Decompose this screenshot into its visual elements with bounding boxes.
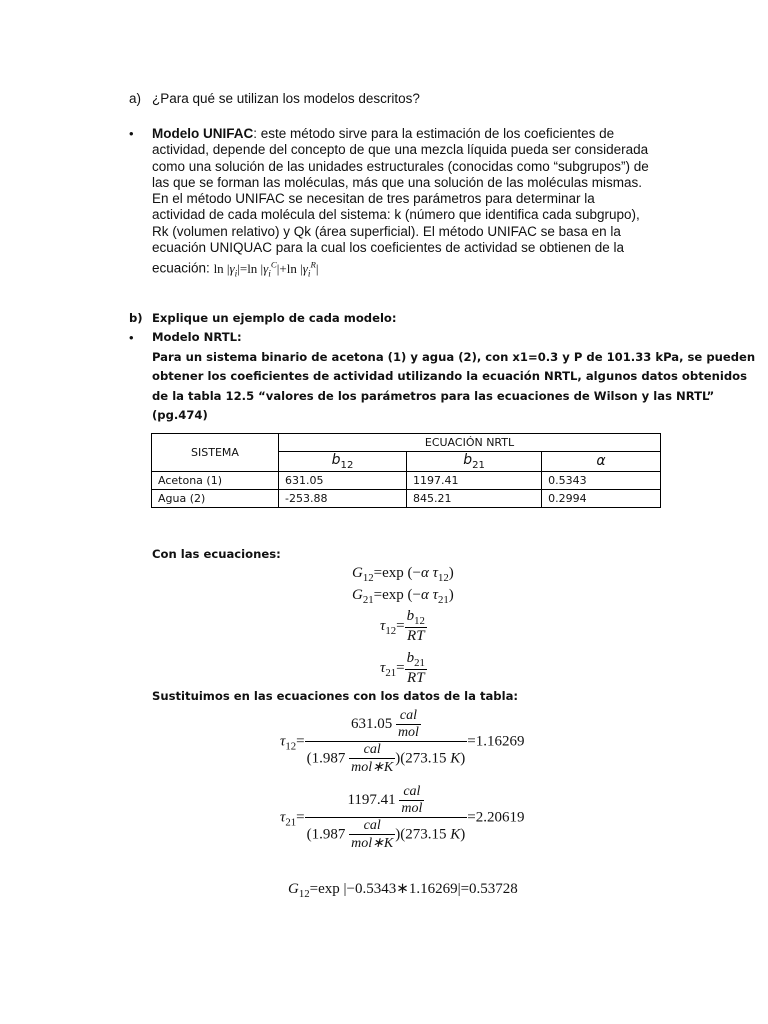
cell-alpha: 0.5343 xyxy=(542,471,661,489)
label-a: a) xyxy=(129,91,142,106)
nrtl-line-1: Para un sistema binario de acetona (1) y agua (2), con x1=0.3 y P de 101.33 kPa, se pueden xyxy=(152,350,756,364)
cell-b21: 845.21 xyxy=(407,489,542,507)
cell-b12: 631.05 xyxy=(279,471,407,489)
cell-b21: 1197.41 xyxy=(407,471,542,489)
unifac-line-6: actividad de cada molécula del sistema: k (número que identifica cada subgrupo), xyxy=(152,207,640,223)
unifac-paragraph xyxy=(152,126,661,283)
question-b: Explique un ejemplo de cada modelo: xyxy=(152,311,397,325)
tau12-substitution: $\tau_{12}=$ 631.05 $\frac{\text{cal}}{\text{mol}}$ (1.987 $\frac{\text{cal}}{\text{mol∗K}}$ )(273.15 K) =1.16269 xyxy=(280,708,525,775)
con-ecuaciones: Con las ecuaciones: xyxy=(152,547,281,561)
unifac-line-8: ecuación UNIQUAC para la cual los coeficientes de actividad se obtienen de la xyxy=(152,240,625,256)
unifac-line-2: actividad, depende del concepto de que una mezcla líquida pueda ser considerada xyxy=(152,142,649,158)
nrtl-line-2: obtener los coeficientes de actividad utilizando la ecuación NRTL, algunos datos obtenidos xyxy=(152,369,747,384)
equation-tau12: $\tau_{12}=$ $\frac{b_{12}}{RT}$ xyxy=(380,608,425,644)
cell-name: Agua (2) xyxy=(152,489,279,507)
unifac-line-7: Rk (volumen relativo) y Qk (área superficial). El método UNIFAC se basa en la xyxy=(152,223,621,239)
cell-b12: -253.88 xyxy=(279,489,407,507)
cell-alpha: 0.2994 xyxy=(542,489,661,507)
header-alpha: α xyxy=(542,452,661,472)
cell-name: Acetona (1) xyxy=(152,471,279,489)
equation-g12: $G_{12}=\exp$ (−α $\tau_{12}$) xyxy=(352,565,454,584)
sustituimos: Sustituimos en las ecuaciones con los datos de la tabla: xyxy=(152,689,519,703)
bullet-unifac: • xyxy=(129,126,134,141)
table-row xyxy=(152,489,661,507)
unifac-title: Modelo UNIFAC xyxy=(152,126,254,141)
nrtl-line-4: (pg.474) xyxy=(152,407,208,422)
unifac-line-3: como una solución de las unidades estructurales (conocidas como “subgrupos”) de xyxy=(152,158,649,174)
header-sistema: SISTEMA xyxy=(152,434,279,472)
question-a: ¿Para qué se utilizan los modelos descritos? xyxy=(152,91,420,106)
unifac-line-5: En el método UNIFAC se necesitan de tres parámetros para determinar la xyxy=(152,191,595,207)
nrtl-title: Modelo NRTL: xyxy=(152,330,242,344)
g12-result: $G_{12}=\exp$ |−0.5343∗1.16269|=0.53728 xyxy=(288,881,518,900)
nrtl-paragraph xyxy=(152,348,756,425)
bullet-nrtl: • xyxy=(129,330,134,345)
table-row xyxy=(152,471,661,489)
unifac-line-1: Modelo UNIFAC: este método sirve para la estimación de los coeficientes de xyxy=(152,126,615,141)
equation-g21: $G_{21}=\exp$ (−α $\tau_{21}$) xyxy=(352,587,454,606)
unifac-line-4: las que se forman las moléculas, más que una solución de las moléculas mismas. xyxy=(152,174,642,190)
nrtl-line-3: de la tabla 12.5 “valores de los parámetros para las ecuaciones de Wilson y las NRTL” xyxy=(152,388,715,403)
uniquac-equation: $\ln |\gamma_i|=\ln$ $|\gamma_i^C|+\ln$ $|\gamma_i^R|$ xyxy=(213,259,319,280)
equation-tau21: $\tau_{21}=$ $\frac{b_{21}}{RT}$ xyxy=(380,650,425,686)
tau21-substitution: $\tau_{21}=$ 1197.41 $\frac{\text{cal}}{\text{mol}}$ (1.987 $\frac{\text{cal}}{\text{mol∗K}}$ )(273.15 K) =2.20619 xyxy=(280,784,525,851)
header-b12: $b_{12}$ xyxy=(279,452,407,472)
header-b21: $b_{21}$ xyxy=(407,452,542,472)
unifac-line-9: ecuación: $\ln |\gamma_i|=\ln$ $|\gamma_i^C|+\ln$ $|\gamma_i^R|$ xyxy=(152,259,319,280)
header-ecuacion-nrtl: ECUACIÓN NRTL xyxy=(279,434,661,452)
nrtl-parameters-table xyxy=(151,433,661,508)
label-b: b) xyxy=(129,311,143,325)
